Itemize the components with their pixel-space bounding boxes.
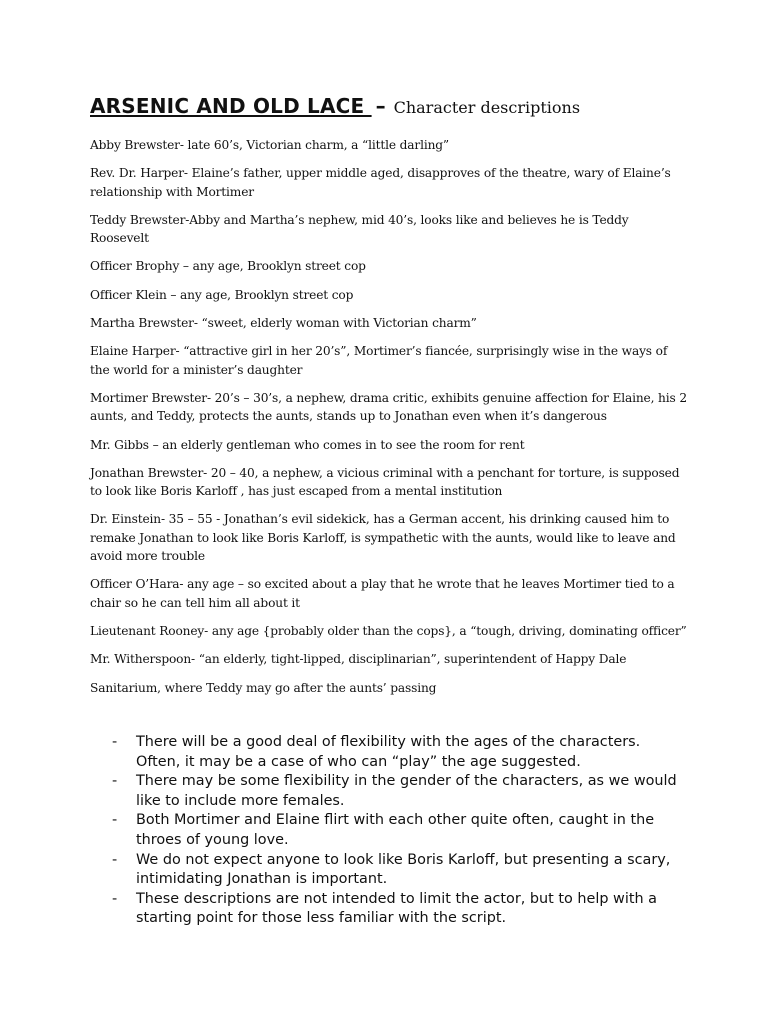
dash-bullet: - bbox=[112, 773, 118, 790]
list-item bbox=[112, 890, 682, 929]
dash-bullet: - bbox=[112, 851, 118, 868]
character-dr-einstein: Dr. Einstein- 35 – 55 - Jonathan’s evil sidekick, has a German accent, his drinking caused him to remake Jonathan to look like Boris Karloff, is sympathetic with the aunts, would like to leave and avoid more trouble bbox=[90, 512, 676, 564]
dash-bullet: - bbox=[112, 734, 118, 750]
note-text: There will be a good deal of flexibility with the ages of the characters. Often, it may be a case of who can “play” the age suggested. bbox=[136, 734, 641, 770]
note-text: There may be some flexibility in the gender of the characters, as we would like to include more females. bbox=[136, 773, 677, 809]
list-item bbox=[112, 733, 682, 772]
document-title bbox=[90, 94, 580, 118]
character-officer-klein: Officer Klein – any age, Brooklyn street cop bbox=[90, 287, 354, 302]
list-item bbox=[112, 772, 682, 811]
character-martha-brewster: Martha Brewster- “sweet, elderly woman with Victorian charm” bbox=[90, 316, 477, 331]
note-text: These descriptions are not intended to limit the actor, but to help with a starting point for those less familiar with the script. bbox=[136, 890, 657, 927]
character-officer-ohara: Officer O’Hara- any age – so excited about a play that he wrote that he leaves Mortimer tied to a chair so he can tell him all about it bbox=[90, 577, 675, 610]
list-item bbox=[112, 851, 682, 890]
character-mr-witherspoon: Mr. Witherspoon- “an elderly, tight-lipped, disciplinarian”, superintendent of Happy Dale bbox=[90, 652, 627, 667]
dash-bullet: - bbox=[112, 812, 118, 829]
list-item bbox=[112, 811, 682, 850]
character-teddy-brewster: Teddy Brewster-Abby and Martha’s nephew, mid 40’s, looks like and believes he is Teddy Roosevelt bbox=[90, 212, 629, 246]
casting-notes-list bbox=[112, 733, 682, 929]
title-dash: – bbox=[375, 94, 386, 118]
play-title: ARSENIC AND OLD LACE bbox=[90, 94, 372, 118]
character-rev-dr-harper: Rev. Dr. Harper- Elaine’s father, upper middle aged, disapproves of the theatre, wary of Elaine’s relationship with Mortimer bbox=[90, 166, 671, 199]
character-officer-brophy: Officer Brophy – any age, Brooklyn street cop bbox=[90, 259, 366, 274]
document-subtitle: Character descriptions bbox=[393, 98, 581, 117]
dash-bullet: - bbox=[112, 890, 118, 907]
note-text: Both Mortimer and Elaine flirt with each other quite often, caught in the throes of young love. bbox=[136, 812, 655, 848]
character-jonathan-brewster: Jonathan Brewster- 20 – 40, a nephew, a vicious criminal with a penchant for torture, is supposed to look like Boris Karloff , has just escaped from a mental institution bbox=[90, 465, 680, 499]
character-elaine-harper: Elaine Harper- “attractive girl in her 20’s”, Mortimer’s fiancée, surprisingly wise in the ways of the world for a minister’s daughter bbox=[90, 344, 668, 377]
note-text: We do not expect anyone to look like Boris Karloff, but presenting a scary, intimidating Jonathan is important. bbox=[136, 851, 671, 888]
character-sanitarium-line: Sanitarium, where Teddy may go after the aunts’ passing bbox=[90, 680, 437, 695]
character-mortimer-brewster: Mortimer Brewster- 20’s – 30’s, a nephew, drama critic, exhibits genuine affection for Elaine, his 2 aunts, and Teddy, protects the aunts, stands up to Jonathan even when it’s dangerous bbox=[90, 390, 687, 424]
character-list bbox=[90, 136, 690, 707]
character-abby-brewster: Abby Brewster- late 60’s, Victorian charm, a “little darling” bbox=[90, 138, 450, 152]
character-mr-gibbs: Mr. Gibbs – an elderly gentleman who comes in to see the room for rent bbox=[90, 437, 525, 452]
character-lieutenant-rooney: Lieutenant Rooney- any age {probably older than the cops}, a “tough, driving, dominating officer” bbox=[90, 623, 687, 638]
